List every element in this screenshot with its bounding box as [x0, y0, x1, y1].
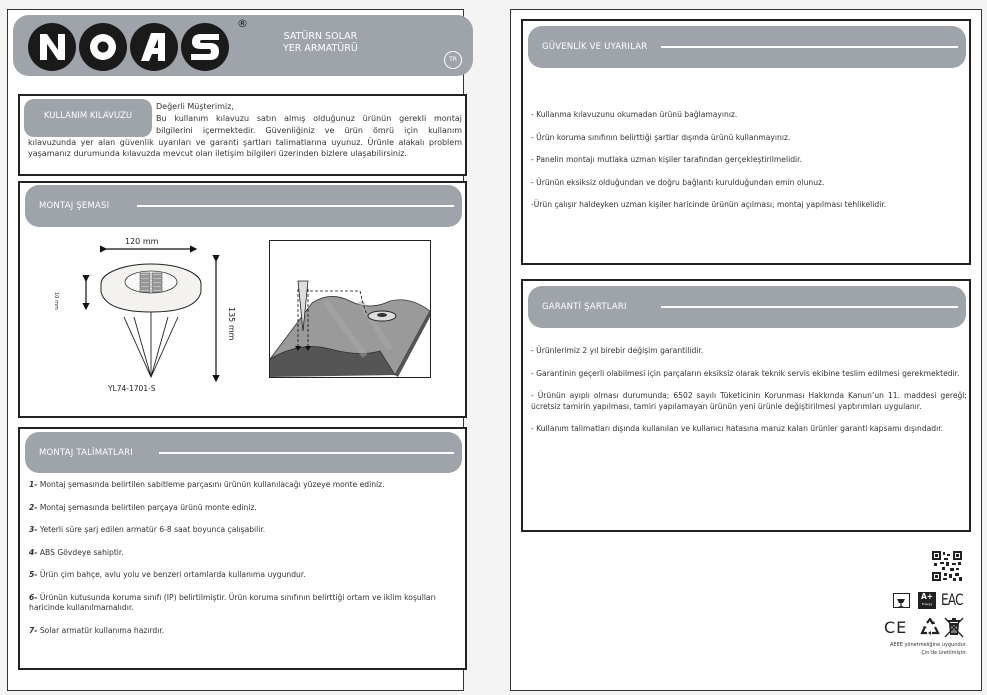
height-dimension-label: 135 mm: [227, 307, 236, 341]
intro-body-rest: kılavuzunda yer alan güvenlik uyarıları ve garanti şartları talimatlarına uyunuz. Ürünle alakalı problem yaşamanız durumunda kılavuzda mevcut olan iletişim bilgileri üzerinden bizlere ulaşabilirsiniz.: [28, 138, 462, 158]
warranty-title-rule: [661, 306, 958, 308]
diagram-title: MONTAJ ŞEMASI: [39, 201, 110, 211]
warranty-item: - Ürünlerimiz 2 yıl birebir değişim garantilidir.: [531, 346, 704, 355]
instruction-item: 2- Montaj şemasında belirtilen parçaya ürünü monte ediniz.: [29, 502, 257, 512]
fragile-glass-icon: [893, 593, 910, 608]
safety-item: - Kullanma kılavuzunu okumadan ürünü bağlamayınız.: [531, 110, 738, 119]
intro-body-line2: bilgilerini içermektedir. Güvenliğiniz ve ürün ömrü için kullanım: [156, 126, 462, 135]
safety-item: -Ürün çalışır haldeyken uzman kişiler haricinde ürünün açılması, montaj yapılması tehlikelidir.: [531, 200, 887, 209]
product-title-line2: YER ARMATÜRÜ: [283, 43, 358, 54]
origin-text: Çin'de üretilmiştir.: [921, 650, 967, 656]
safety-item: - Panelin montajı mutlaka uzman kişiler tarafından gerçekleştirilmelidir.: [531, 155, 802, 164]
instructions-title: MONTAJ TALİMATLARI: [39, 447, 133, 458]
diagram-title-pill: [25, 185, 462, 227]
model-number: YL74-1701-S: [108, 384, 156, 393]
warranty-item: - Kullanım talimatları dışında kullanılan ve kullanıcı hatasına maruz kalan ürünler garanti kapsamı dışındadır.: [531, 424, 944, 433]
instruction-item: 5- Ürün çim bahçe, avlu yolu ve benzeri ortamlarda kullanıma uygundur.: [29, 570, 306, 579]
language-badge: [444, 51, 462, 69]
warranty-item: - Garantinin geçerli olabilmesi için parçaların eksiksiz olarak teknik servis ekibine teslim edilmesi gerekmektedir.: [531, 368, 960, 378]
brand-logo: [27, 22, 237, 72]
safety-title: GÜVENLİK VE UYARILAR: [542, 42, 648, 52]
diagram-title-rule: [137, 205, 454, 207]
language-badge-label: TR: [449, 56, 457, 63]
energy-class-sub: Energy: [921, 602, 933, 606]
weee-bin-icon: [944, 616, 964, 638]
intro-section: [18, 94, 467, 176]
warranty-title: GARANTİ ŞARTLARI: [542, 302, 627, 312]
intro-title: KULLANIM KILAVUZU: [43, 111, 133, 121]
warranty-list: [531, 346, 967, 447]
registered-mark: ®: [237, 17, 248, 30]
instructions-title-pill: [25, 432, 462, 473]
instruction-item: 7- Solar armatür kullanıma hazırdır.: [29, 625, 165, 635]
instruction-item: 3- Yeterli süre şarj edilen armatür 6-8 saat boyunca çalışabilir.: [29, 525, 266, 534]
energy-class-label: A+: [920, 592, 934, 601]
thickness-dimension-label: 10 mm: [53, 292, 59, 310]
product-title: [283, 31, 358, 55]
warranty-item: - Ürünün ayıplı olması durumunda; 6502 sayılı Tüketicinin Korunması Hakkında Kanun’un 11. maddesi gereği; ücretsiz tamirin yapılması, tamiri yapılamayan ürünün yeni ürünle değiştirilmesi yaptırımları uygulanır.: [531, 391, 967, 411]
instruction-item: 6- Ürünün kutusunda koruma sınıfı (IP) belirtilmiştir. Ürün koruma sınıfının belirttiği ortam ve iklim koşulları haricinde kullanılmamalıdır.: [29, 592, 436, 612]
safety-title-pill: [528, 26, 966, 68]
ce-mark: CE: [884, 618, 908, 637]
instruction-item: 4- ABS Gövdeye sahiptir.: [29, 547, 124, 557]
instructions-section: [18, 427, 467, 670]
product-title-line1: SATÜRN SOLAR: [283, 31, 358, 42]
eac-mark: EAC: [941, 590, 963, 609]
intro-title-pill: [24, 99, 152, 137]
diagram-section: [18, 181, 467, 418]
safety-section: [521, 19, 971, 265]
intro-greeting: Değerli Müşterimiz,: [156, 102, 234, 111]
product-dimension-drawing: [53, 237, 236, 397]
safety-title-rule: [661, 46, 958, 48]
safety-item: - Ürün koruma sınıfının belirttiği şartlar dışında ürünü kullanmayınız.: [531, 132, 791, 142]
width-dimension-label: 120 mm: [125, 237, 159, 246]
installation-illustration: [269, 240, 431, 378]
header-banner: [13, 15, 473, 76]
compliance-text: AEEE yönetmeliğine uygundur.: [889, 642, 967, 648]
warranty-section: [521, 279, 971, 532]
instruction-item: 1- Montaj şemasında belirtilen sabitleme parçasını ürünün kullanılacağı yüzeye monte ediniz.: [29, 480, 385, 489]
safety-list: [531, 110, 967, 223]
intro-body-line1: Bu kullanım kılavuzu satın almış olduğunuz ürünün gerekli montaj: [156, 114, 462, 123]
instructions-title-rule: [159, 452, 454, 454]
instructions-list: [29, 480, 461, 648]
qr-code: [932, 551, 962, 581]
energy-class-icon: [918, 592, 936, 609]
recycle-icon: [920, 618, 940, 637]
safety-item: - Ürünün eksiksiz olduğundan ve doğru bağlantı kurulduğundan emin olunuz.: [531, 177, 825, 187]
warranty-title-pill: [528, 286, 966, 328]
